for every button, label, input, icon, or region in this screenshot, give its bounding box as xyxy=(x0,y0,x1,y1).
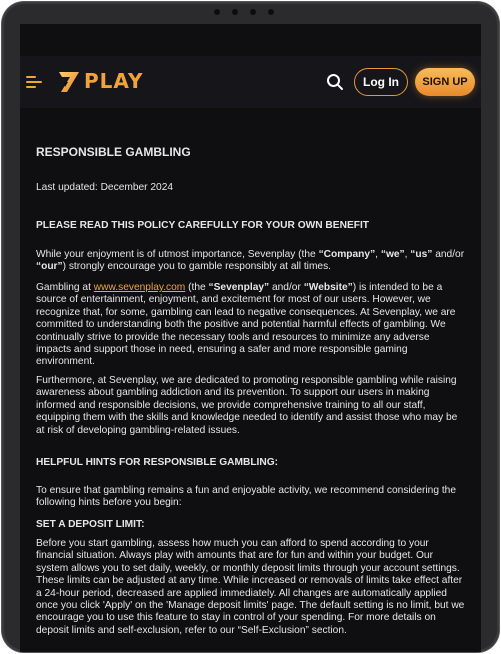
brand-name: PLAY xyxy=(84,69,144,93)
header xyxy=(20,24,481,124)
seven-logo-icon xyxy=(56,68,82,94)
furthermore-paragraph: Furthermore, at Sevenplay, we are dedicated to promoting responsible gambling while raising awareness about gambling addiction and its prevention. To support our users in making informed and responsible decisions, we provide comprehensive training to all our staff, equipping them with the skills and knowledge needed to identify and assist those who may be at risk of developing gambling-related issues. xyxy=(36,375,458,436)
search-icon[interactable] xyxy=(326,73,344,91)
camera-dot xyxy=(232,9,238,15)
camera-dot xyxy=(214,9,220,15)
page-title: RESPONSIBLE GAMBLING xyxy=(36,145,191,159)
sevenplay-link[interactable]: www.sevenplay.com xyxy=(93,282,186,293)
hints-heading: HELPFUL HINTS FOR RESPONSIBLE GAMBLING: xyxy=(36,457,279,468)
deposit-paragraph: Before you start gambling, assess how much you can afford to spend according to your financial situation. Always play with amounts that are for fun and within your budget. Our system allows you to set daily, weekly, or monthly deposit limits through your account settings. These limits can be adjusted at any time. While increased or removals of limits take effect after a 24-hour period, decreased are applied immediately. All changes are automatically applied once you click 'Apply' on the 'Manage deposit limits' page. The default setting is no limit, but we encourage you to use this feature to stay in control of your spending. For more details on deposit limits and self-exclusion, refer to our “Self-Exclusion” section. xyxy=(36,538,465,636)
signup-button[interactable]: SIGN UP xyxy=(415,68,475,96)
last-updated: Last updated: December 2024 xyxy=(36,182,174,193)
logo[interactable] xyxy=(56,68,143,94)
deposit-heading: SET A DEPOSIT LIMIT: xyxy=(36,519,145,530)
login-button[interactable]: Log In xyxy=(354,68,408,96)
gambling-paragraph: Gambling at www.sevenplay.com (the “Sevenplay” and/or “Website”) is intended to be a source of entertainment, enjoyment, and excitement for most of our users. However, we recognize that, for some, gambling can lead to negative consequences. At Sevenplay, we are committed to understanding both the positive and potential harmful effects of gambling. We continually strive to provide the necessary tools and resources to minimize any adverse impacts and support those in need, ensuring a safer and more responsible gaming environment. xyxy=(36,282,456,368)
camera-dot xyxy=(250,9,256,15)
intro-paragraph: While your enjoyment is of utmost importance, Sevenplay (the “Company”, “we”, “us” and/or “our”) strongly encourage you to gamble responsibly at all times. xyxy=(36,249,465,273)
read-notice: PLEASE READ THIS POLICY CAREFULLY FOR YOUR OWN BENEFIT xyxy=(36,220,370,231)
camera-dot xyxy=(268,9,274,15)
screen xyxy=(20,24,481,652)
hints-intro: To ensure that gambling remains a fun and enjoyable activity, we recommend considering the following hints before you begin: xyxy=(36,485,456,509)
hamburger-menu-icon[interactable] xyxy=(26,76,42,90)
